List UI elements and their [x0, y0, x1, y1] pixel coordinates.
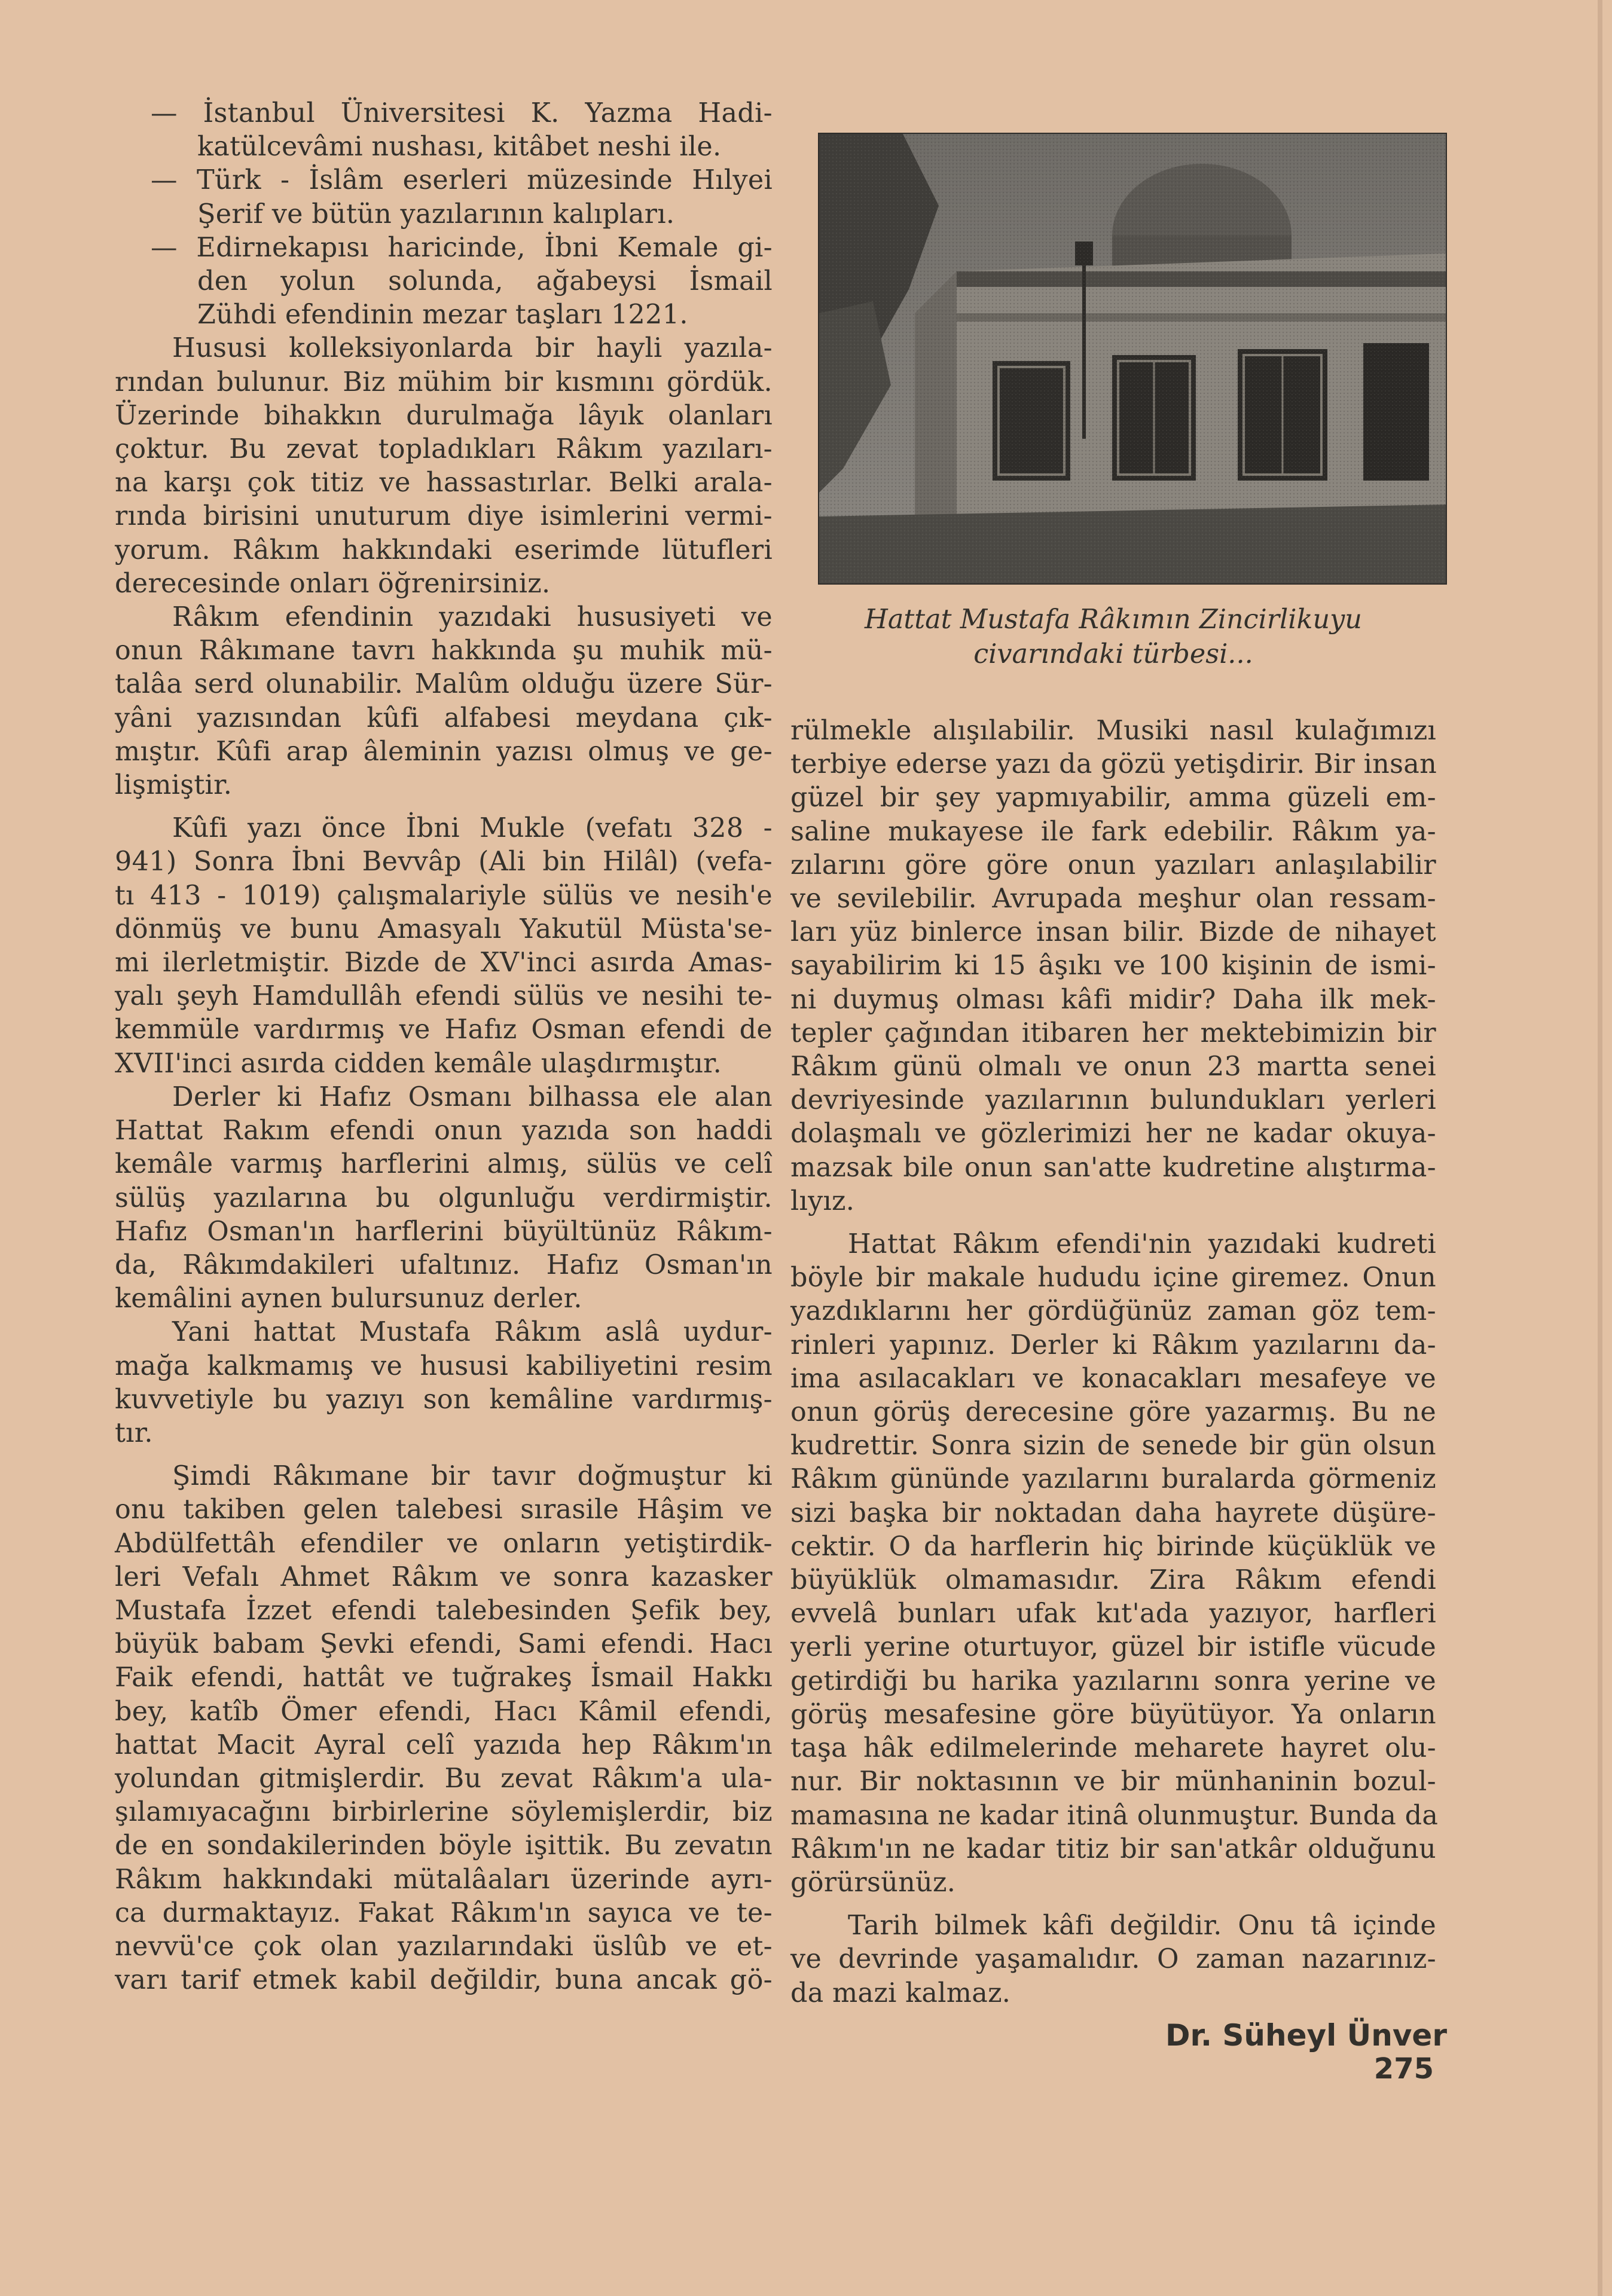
text-line: Râkım hakkındaki mütalâaları üzerinde ayrı- [115, 1864, 773, 1895]
text-line: Râkım'ın ne kadar titiz bir san'atkâr olduğunu [790, 1833, 1436, 1864]
text-line: kuvvetiyle bu yazıyı son kemâline vardırmış- [115, 1384, 773, 1415]
photo-caption [790, 603, 1436, 672]
caption-line: Hattat Mustafa Râkımın Zincirlikuyu [865, 604, 1362, 635]
text-line: ları yüz binlerce insan bilir. Bizde de nihayet [790, 917, 1436, 948]
text-line: Faik efendi, hattât ve tuğrakeş İsmail Hakkı [115, 1662, 773, 1693]
text-line: bey, katîb Ömer efendi, Hacı Kâmil efendi, [115, 1696, 773, 1727]
text-line: sayabilirim ki 15 âşıkı ve 100 kişinin de ismi- [790, 950, 1436, 982]
text-line: sülüş yazılarına bu olgunluğu verdirmiştir. [115, 1182, 773, 1213]
text-line: terbiye ederse yazı da gözü yetişdirir. Bir insan [790, 749, 1437, 780]
text-line: yorum. Râkım hakkındaki eserimde lütufleri [115, 534, 773, 565]
paragraph-gap [790, 1218, 1436, 1228]
text-line: mamasına ne kadar itinâ olunmuştur. Bunda da [790, 1800, 1439, 1831]
paragraph-gap [115, 802, 773, 812]
text-line: talâa serd olunabilir. Malûm olduğu üzere Sür- [115, 669, 773, 700]
text-line: na karşı çok titiz ve hassastırlar. Belki arala- [115, 467, 773, 499]
text-line: hattat Macit Ayral celî yazıda hep Râkım'ın [115, 1729, 773, 1760]
text-line: Mustafa İzzet efendi talebesinden Şefik bey, [115, 1595, 773, 1626]
text-line: Hususi kolleksiyonlarda bir hayli yazıla- [172, 333, 773, 364]
text-line: onu takiben gelen talebesi sırasile Hâşim ve [115, 1494, 773, 1525]
text-line: da mazi kalmaz. [790, 1977, 1011, 2008]
text-line: rında birisini unuturum diye isimlerini vermi- [115, 501, 773, 532]
text-line: Hattat Râkım efendi'nin yazıdaki kudreti [848, 1229, 1436, 1260]
tomb-photograph [818, 133, 1447, 585]
text-line: kemâle varmış harflerini almış, sülüs ve celî [115, 1149, 773, 1180]
text-line: — Türk - İslâm eserleri müzesinde Hılyei [151, 165, 773, 196]
text-line: varı tarif etmek kabil değildir, buna ancak gö- [115, 1965, 773, 1996]
left-text-column [115, 97, 773, 1997]
page-number: 275 [1373, 2052, 1434, 2086]
text-line: görüş mesafesine göre büyütüyor. Ya onların [790, 1699, 1436, 1730]
text-line: büyüklük olmamasıdır. Zira Râkım efendi [790, 1565, 1436, 1596]
text-line: mi ilerletmiştir. Bizde de XV'inci asırda Amas- [115, 947, 773, 979]
text-line: rından bulunur. Biz mühim bir kısmını gördük. [115, 366, 773, 398]
paragraph-gap [115, 1450, 773, 1460]
text-line: tı 413 - 1019) çalışmalariyle sülüs ve nesih'e [115, 880, 773, 911]
text-line: mağa kalkmamış ve hususi kabiliyetini resim [115, 1350, 773, 1381]
text-line: Şerif ve bütün yazılarının kalıpları. [197, 198, 675, 230]
text-line: dolaşmalı ve gözlerimizi her ne kadar okuya- [790, 1118, 1436, 1149]
author-signature: Dr. Süheyl Ünver [1165, 2018, 1447, 2053]
text-line: onun Râkımane tavrı hakkında şu muhik mü- [115, 635, 773, 667]
text-line: — İstanbul Üniversitesi K. Yazma Hadi- [151, 98, 773, 129]
text-line: yolundan gitmişlerdir. Bu zevat Râkım'a ula- [115, 1763, 773, 1794]
text-line: — Edirnekapısı haricinde, İbni Kemale gi- [151, 232, 773, 263]
text-line: ca durmaktayız. Fakat Râkım'ın sayıca ve te- [115, 1897, 773, 1928]
text-line: Zühdi efendinin mezar taşları 1221. [197, 299, 688, 331]
text-line: dönmüş ve bunu Amasyalı Yakutül Müsta'se- [115, 913, 773, 944]
text-line: yerli yerine oturtuyor, güzel bir istifle vücude [790, 1632, 1436, 1663]
text-line: tepler çağından itibaren her mektebimizin bir [790, 1017, 1436, 1048]
text-line: Râkım gününde yazılarını buralarda görmeniz [790, 1464, 1436, 1495]
text-line: böyle bir makale hududu içine giremez. Onun [790, 1262, 1436, 1294]
text-line: katülcevâmi nushası, kitâbet neshi ile. [197, 132, 722, 163]
text-line: rinleri yapınız. Derler ki Râkım yazılarını da- [790, 1329, 1436, 1361]
text-line: onun görüş derecesine göre yazarmış. Bu ne [790, 1397, 1436, 1428]
text-line: yâni yazısından kûfi alfabesi meydana çık- [115, 702, 773, 733]
text-line: büyük babam Şevki efendi, Sami efendi. Hacı [115, 1629, 773, 1660]
text-line: ima asılacakları ve konacakları mesafeye ve [790, 1363, 1436, 1394]
text-line: mıştır. Kûfi arap âleminin yazısı olmuş ve ge- [115, 736, 773, 767]
text-line: rülmekle alışılabilir. Musiki nasıl kulağımızı [790, 716, 1436, 746]
text-line: getirdiği bu harika yazılarını sonra yerine ve [790, 1665, 1436, 1696]
text-line: XVII'inci asırda cidden kemâle ulaşdırmıştır. [115, 1048, 722, 1079]
tomb-photo-drawing [819, 134, 1446, 583]
text-line: derecesinde onları öğrenirsiniz. [115, 568, 551, 599]
text-line: görürsünüz. [790, 1867, 956, 1898]
caption-line: civarındaki türbesi... [973, 639, 1253, 669]
text-line: tır. [115, 1417, 153, 1448]
text-line: güzel bir şey yapmıyabilir, amma güzeli em- [790, 782, 1436, 814]
text-line: nur. Bir noktasının ve bir münhaninin bozul- [790, 1766, 1436, 1797]
text-line: çoktur. Bu zevat topladıkları Râkım yazıları- [115, 434, 773, 465]
text-line: zılarını göre göre onun yazıları anlaşılabilir [790, 849, 1436, 881]
text-line: lıyız. [790, 1185, 855, 1216]
text-line: Derler ki Hafız Osmanı bilhassa ele alan [172, 1081, 773, 1112]
text-line: kemâlini aynen bulursunuz derler. [115, 1283, 582, 1314]
text-line: kemmüle vardırmış ve Hafız Osman efendi de [115, 1014, 773, 1045]
text-line: sizi başka bir noktadan daha hayrete düşüre- [790, 1497, 1436, 1528]
text-line: Şimdi Râkımane bir tavır doğmuştur ki [172, 1461, 773, 1492]
text-line: taşa hâk edilmelerinde meharete hayret olu- [790, 1733, 1436, 1764]
text-line: cektir. O da harflerin hiç birinde küçüklük ve [790, 1531, 1436, 1562]
text-line: Râkım efendinin yazıdaki hususiyeti ve [172, 602, 773, 633]
text-line: evvelâ bunları ufak kıt'ada yazıyor, harfleri [790, 1598, 1436, 1629]
text-line: Yani hattat Mustafa Râkım aslâ uydur- [172, 1317, 773, 1348]
text-line: ve sevilebilir. Avrupada meşhur olan ressam- [790, 883, 1436, 915]
text-line: leri Vefalı Ahmet Râkım ve sonra kazasker [115, 1561, 773, 1592]
right-text-column [790, 714, 1439, 2010]
text-line: şılamıyacağını birbirlerine söylemişlerdir, biz [115, 1797, 773, 1828]
text-line: devriyesinde yazılarının bulundukları yerleri [790, 1085, 1436, 1116]
text-line: de en sondakilerinden böyle işittik. Bu zevatın [115, 1830, 773, 1861]
text-line: Tarih bilmek kâfi değildir. Onu tâ içinde [848, 1910, 1436, 1942]
text-line: nevvü'ce çok olan yazılarındaki üslûb ve et- [115, 1931, 773, 1962]
text-line: Abdülfettâh efendiler ve onların yetiştirdik- [115, 1528, 773, 1559]
text-line: yalı şeyh Hamdullâh efendi sülüs ve nesihi te- [115, 981, 773, 1012]
paragraph-gap [790, 1900, 1436, 1909]
text-line: saline mukayese ile fark edebilir. Râkım ya- [790, 816, 1436, 847]
text-line: lişmiştir. [115, 770, 233, 801]
text-line: Hafız Osman'ın harflerini büyültünüz Râkım- [115, 1216, 773, 1247]
text-line: Hattat Rakım efendi onun yazıda son haddi [115, 1115, 773, 1147]
text-line: Üzerinde bihakkın durulmağa lâyık olanları [115, 400, 773, 431]
text-line: da, Râkımdakileri ufaltınız. Hafız Osman'ın [115, 1249, 773, 1280]
text-line: Râkım günü olmalı ve onun 23 martta senei [790, 1051, 1436, 1083]
text-line: mazsak bile onun san'atte kudretine alıştırma- [790, 1152, 1436, 1183]
text-line: 941) Sonra İbni Bevvâp (Ali bin Hilâl) (vefa- [115, 846, 773, 878]
text-line: ve devrinde yaşamalıdır. O zaman nazarınız- [790, 1944, 1436, 1975]
text-line: yazdıklarını her gördüğünüz zaman göz tem- [790, 1296, 1436, 1327]
text-line: Kûfi yazı önce İbni Mukle (vefatı 328 - [172, 813, 773, 844]
text-line: kudrettir. Sonra sizin de senede bir gün olsun [790, 1430, 1436, 1462]
text-line: den yolun solunda, ağabeysi İsmail [197, 266, 773, 297]
text-line: ni duymuş olması kâfi midir? Daha ilk mek- [790, 984, 1436, 1015]
